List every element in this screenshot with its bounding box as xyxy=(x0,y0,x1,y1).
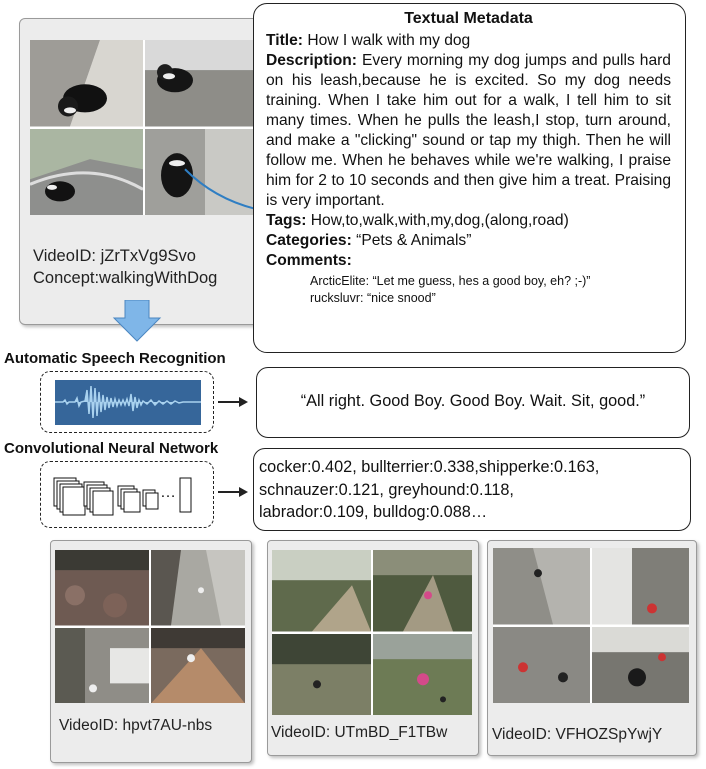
cnn-output-box xyxy=(253,448,691,531)
thumbnail-frame xyxy=(272,550,371,632)
related-video-id: VideoID: UTmBD_F1TBw xyxy=(271,724,448,741)
asr-output-text: “All right. Good Boy. Good Boy. Wait. Sit, good.” xyxy=(300,392,646,410)
description-key: Description: xyxy=(266,52,357,69)
comments-key: Comments: xyxy=(266,252,352,269)
thumbnail-frame xyxy=(493,627,590,704)
categories-key: Categories: xyxy=(266,232,352,249)
description-value: Every morning my dog jumps and pulls hard on his leash,because he is excited. So my dog needs training. When I take him out for a walk, I tell him to sit many times. When he pulls the leash,I stop, turn around, and make a "clicking" sound or tap my thigh. Then he will follow me. When he behaves while we're walking, I praise him for 2 to 10 seconds and then give him a treat. Praising is very important. xyxy=(266,52,671,209)
metadata-categories-row xyxy=(266,231,671,251)
cnn-arrow xyxy=(218,491,241,493)
thumbnail-frame xyxy=(373,634,472,716)
thumbnail-frame xyxy=(493,548,590,625)
comment-item: ArcticElite: “Let me guess, hes a good boy, eh? ;-)” xyxy=(310,274,591,288)
related-video-id: VideoID: VFHOZSpYwjY xyxy=(492,726,663,743)
thumbnail-frame xyxy=(272,634,371,716)
cnn-layers-icon xyxy=(50,472,210,522)
categories-value: “Pets & Animals” xyxy=(356,232,472,249)
asr-arrow xyxy=(218,401,241,403)
thumbnail-frame xyxy=(592,548,689,625)
related-video-thumbnails xyxy=(272,550,472,715)
thumbnail-frame xyxy=(151,550,245,626)
related-video-id: VideoID: hpvt7AU-nbs xyxy=(59,717,213,734)
asr-arrow-head xyxy=(239,397,248,407)
thumbnail-frame xyxy=(145,129,258,216)
metadata-title-row xyxy=(266,31,671,51)
cnn-output-line: schnauzer:0.121, greyhound:0.118, xyxy=(259,480,514,499)
metadata-tags-row xyxy=(266,211,671,231)
thumbnail-frame xyxy=(55,550,149,626)
main-video-concept: Concept:walkingWithDog xyxy=(33,269,218,287)
cnn-label: Convolutional Neural Network xyxy=(4,440,219,457)
title-value: How I walk with my dog xyxy=(307,32,471,49)
tags-value: How,to,walk,with,my,dog,(along,road) xyxy=(310,212,569,229)
down-arrow-icon xyxy=(112,300,162,342)
related-video-thumbnails xyxy=(55,550,245,703)
thumbnail-frame xyxy=(592,627,689,704)
textual-metadata-panel xyxy=(253,3,686,353)
thumbnail-frame xyxy=(151,628,245,704)
thumbnail-frame xyxy=(373,550,472,632)
cnn-ellipsis: … xyxy=(160,484,176,501)
thumbnail-frame xyxy=(55,628,149,704)
waveform-icon xyxy=(55,380,201,425)
cnn-output-text xyxy=(259,456,599,524)
thumbnail-frame xyxy=(145,40,258,127)
title-key: Title: xyxy=(266,32,303,49)
metadata-description xyxy=(266,51,671,211)
cnn-output-line: cocker:0.402, bullterrier:0.338,shipperke:0.163, xyxy=(259,458,600,476)
comments-list xyxy=(266,273,671,307)
cnn-output-line: labrador:0.109, bulldog:0.088… xyxy=(259,503,488,521)
asr-output-box xyxy=(256,367,690,438)
related-video-thumbnails xyxy=(493,548,689,703)
tags-key: Tags: xyxy=(266,212,307,229)
thumbnail-frame xyxy=(30,40,143,127)
comment-item: rucksluvr: “nice snood” xyxy=(310,291,436,305)
main-video-id: VideoID: jZrTxVg9Svo xyxy=(33,247,196,265)
main-video-thumbnails xyxy=(30,40,258,215)
metadata-heading: Textual Metadata xyxy=(404,10,533,27)
asr-label: Automatic Speech Recognition xyxy=(4,350,226,367)
thumbnail-frame xyxy=(30,129,143,216)
cnn-arrow-head xyxy=(239,487,248,497)
metadata-comments-row xyxy=(266,251,671,271)
